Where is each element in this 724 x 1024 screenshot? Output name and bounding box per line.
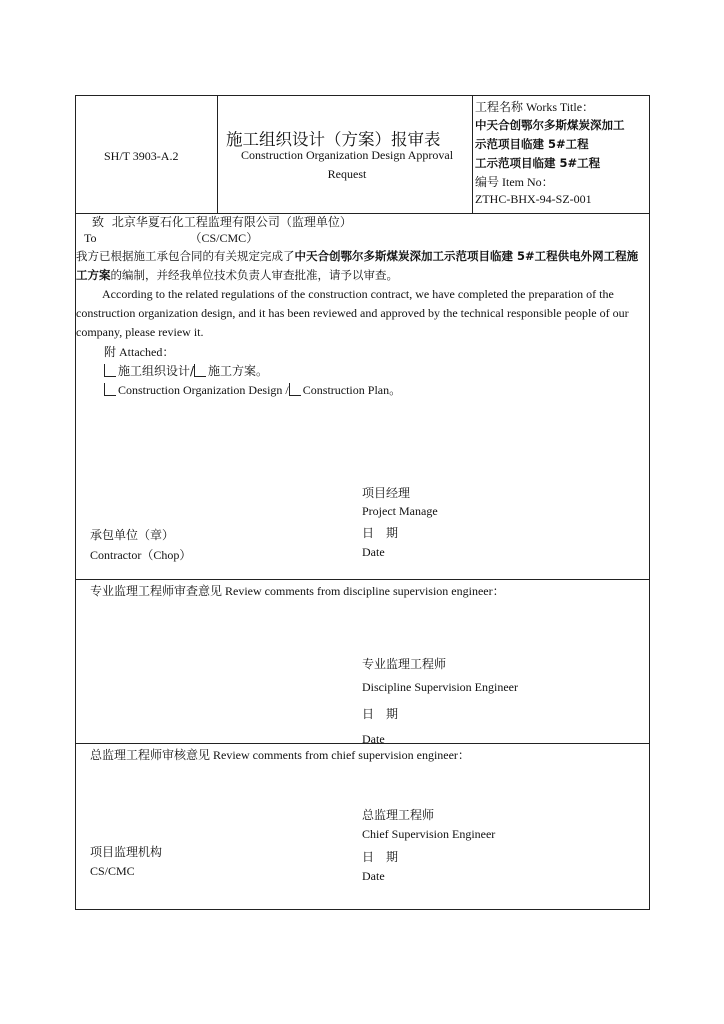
section1-divider — [76, 579, 649, 580]
cs-org-en: CS/CMC — [90, 864, 135, 878]
to-line-en — [84, 229, 258, 246]
header-col-divider-2 — [472, 96, 473, 213]
approval-form — [75, 95, 650, 910]
to-en: To — [84, 231, 97, 245]
form-title-en: Construction Organization Design Approval Request — [240, 148, 454, 181]
contractor-label-en: Contractor（Chop） — [90, 548, 192, 562]
item-no-label: 编号 Item No： — [475, 175, 554, 189]
to-unit-label: （监理单位） — [279, 215, 352, 229]
date-label-en-2: Date — [362, 732, 385, 743]
attach-en-line — [104, 381, 401, 398]
chief-review-heading: 总监理工程师审核意见 Review comments from chief supervision engineer： — [90, 748, 470, 762]
checkbox-org-design-en[interactable] — [104, 383, 116, 396]
checkbox-org-design-cn[interactable] — [104, 364, 116, 377]
request-body-en: According to the related regulations of the construction contract, we have completed the preparation of the construction organization design, and it has been reviewed and approved by the technical responsible people of our company, please review it. — [76, 287, 629, 339]
form-title-cn: 施工组织设计（方案）报审表 — [226, 130, 441, 149]
works-title-value-3: 工示范项目临建 5#工程 — [475, 156, 601, 170]
attach-cn-1: 施工组织设计/ — [118, 364, 195, 378]
works-title-label: 工程名称 Works Title： — [475, 100, 595, 114]
body-cn-bold: 中天合创鄂尔多斯煤炭深加工示范项目临建 5#工程供电外网工程施工方案 — [76, 249, 639, 282]
cs-org-cn: 项目监理机构 — [90, 845, 163, 859]
date-label-cn-1: 日 期 — [362, 526, 399, 540]
body-cn-2: 的编制，并经我单位技术负责人审查批准，请予以审查。 — [110, 268, 398, 282]
pm-label-cn: 项目经理 — [362, 486, 411, 500]
body-cn-1: 我方已根据施工承包合同的有关规定完成了 — [76, 249, 295, 263]
pm-label-en: Project Manage — [362, 504, 438, 518]
chief-engineer-cn: 总监理工程师 — [362, 808, 435, 822]
attached-label: 附 Attached： — [104, 345, 175, 359]
form-code: SH/T 3903-A.2 — [104, 149, 179, 163]
date-label-en-1: Date — [362, 545, 385, 559]
header-col-divider-1 — [217, 96, 218, 213]
date-label-en-3: Date — [362, 869, 385, 883]
chief-engineer-en: Chief Supervision Engineer — [362, 827, 496, 841]
checkbox-plan-en[interactable] — [289, 383, 301, 396]
item-no-value: ZTHC-BHX-94-SZ-001 — [475, 192, 592, 206]
attach-cn-line — [104, 362, 268, 379]
to-line-cn — [92, 213, 352, 230]
contractor-label-cn: 承包单位（章） — [90, 528, 175, 542]
discipline-engineer-en: Discipline Supervision Engineer — [362, 680, 518, 694]
discipline-review-heading: 专业监理工程师审查意见 Review comments from discipline supervision engineer： — [90, 584, 505, 598]
works-title-value-2: 示范项目临建 5#工程 — [475, 137, 589, 151]
checkbox-plan-cn[interactable] — [194, 364, 206, 377]
date-label-cn-2: 日 期 — [362, 707, 399, 721]
to-en-unit: （CS/CMC） — [189, 231, 259, 245]
discipline-engineer-cn: 专业监理工程师 — [362, 657, 447, 671]
section2-divider — [76, 743, 649, 744]
attach-cn-2: 施工方案。 — [208, 364, 269, 378]
works-title-value-1: 中天合创鄂尔多斯煤炭深加工 — [475, 118, 625, 132]
to-company: 北京华夏石化工程监理有限公司 — [111, 215, 280, 229]
to-prefix: 致 — [92, 215, 105, 229]
attach-en-1: Construction Organization Design / — [118, 383, 289, 397]
attach-en-2: Construction Plan。 — [302, 383, 402, 397]
date-label-cn-3: 日 期 — [362, 850, 399, 864]
request-body-cn — [76, 247, 648, 285]
